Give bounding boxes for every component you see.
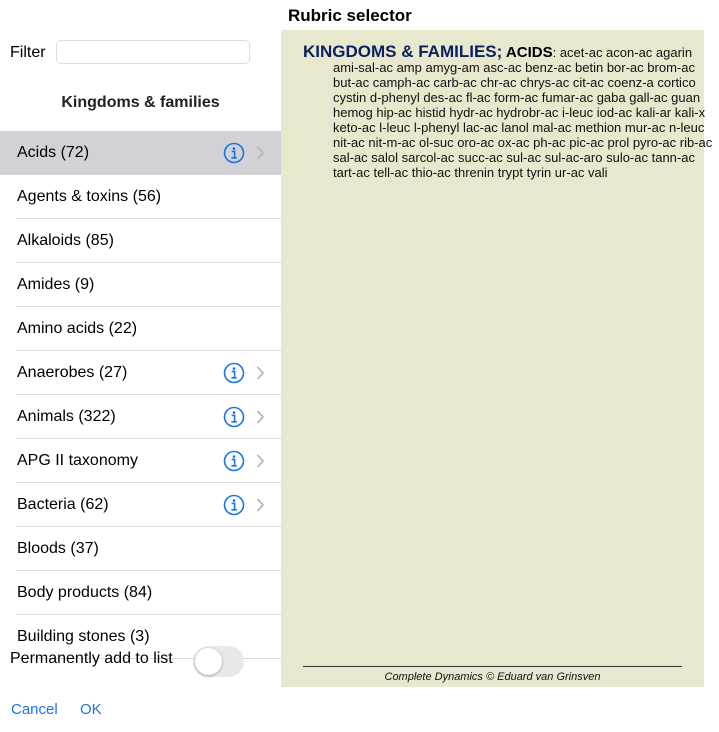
- list-item-label: Building stones (3): [17, 628, 150, 645]
- permanently-add-toggle[interactable]: [193, 646, 244, 677]
- permanently-add-label: Permanently add to list: [10, 650, 173, 667]
- list-item[interactable]: [0, 483, 281, 527]
- list-item-label: Acids (72): [17, 144, 90, 161]
- toggle-knob: [195, 648, 222, 675]
- list-item-label: Amides (9): [17, 276, 95, 293]
- info-icon[interactable]: [223, 362, 245, 384]
- list-item[interactable]: [0, 395, 281, 439]
- list-item-label: Animals (322): [17, 408, 116, 425]
- list-item[interactable]: [0, 175, 281, 219]
- list-item-label: Alkaloids (85): [17, 232, 114, 249]
- rubric-content: [303, 44, 719, 180]
- page-title: Rubric selector: [288, 6, 412, 25]
- info-icon[interactable]: [223, 450, 245, 472]
- list-item-label: Bloods (37): [17, 540, 99, 557]
- footer-text: Complete Dynamics © Eduard van Grinsven: [384, 671, 601, 683]
- list-item[interactable]: [0, 219, 281, 263]
- list-item[interactable]: [0, 571, 281, 615]
- list-item[interactable]: [0, 439, 281, 483]
- chevron-right-icon[interactable]: [256, 454, 265, 468]
- cancel-button[interactable]: Cancel: [11, 701, 58, 718]
- info-icon[interactable]: [223, 494, 245, 516]
- chevron-right-icon[interactable]: [256, 498, 265, 512]
- list-item-label: Agents & toxins (56): [17, 188, 162, 205]
- chevron-right-icon[interactable]: [256, 146, 265, 160]
- rubric-pane: [281, 30, 713, 687]
- footer-divider: [303, 666, 682, 667]
- list-item[interactable]: [0, 351, 281, 395]
- rubric-path[interactable]: KINGDOMS & FAMILIES;: [303, 42, 503, 61]
- filter-input[interactable]: [56, 40, 250, 64]
- rubric-colon: :: [552, 45, 560, 60]
- list-item-label: Anaerobes (27): [17, 364, 128, 381]
- list-item-label: Bacteria (62): [17, 496, 109, 513]
- list-item[interactable]: [0, 307, 281, 351]
- rubric-name[interactable]: ACIDS: [505, 44, 553, 61]
- info-icon[interactable]: [223, 142, 245, 164]
- list-item-label: APG II taxonomy: [17, 452, 138, 469]
- filter-label: Filter: [10, 44, 46, 61]
- list-item-label: Body products (84): [17, 584, 153, 601]
- chevron-right-icon[interactable]: [256, 366, 265, 380]
- list-item[interactable]: [0, 527, 281, 571]
- list-item[interactable]: [0, 131, 281, 175]
- rubric-remedies: acet-ac acon-ac agarin ami-sal-ac amp amyg-am asc-ac benz-ac betin bor-ac brom-ac but-ac camph-ac carb-ac chr-ac chrys-ac cit-ac coenz-a cortico cystin d-phenyl des-ac fl-ac form-ac fumar-ac gaba gall-ac guan hemog hip-ac histid hydr-ac hydrobr-ac i-leuc iod-ac kali-ar kali-x keto-ac l-leuc l-phenyl lac-ac lanol mal-ac methion mur-ac n-leuc nit-ac nit-m-ac ol-suc oro-ac ox-ac ph-ac pic-ac prol pyro-ac rib-ac sal-ac salol sarcol-ac succ-ac sul-ac sul-ac-aro sulo-ac tann-ac tart-ac tell-ac thio-ac threnin trypt tyrin ur-ac vali: [333, 45, 713, 180]
- list-heading: Kingdoms & families: [61, 94, 220, 111]
- kingdoms-list[interactable]: [0, 131, 281, 645]
- list-item-label: Amino acids (22): [17, 320, 138, 337]
- list-item[interactable]: [0, 263, 281, 307]
- chevron-right-icon[interactable]: [256, 410, 265, 424]
- ok-button[interactable]: OK: [80, 701, 102, 718]
- info-icon[interactable]: [223, 406, 245, 428]
